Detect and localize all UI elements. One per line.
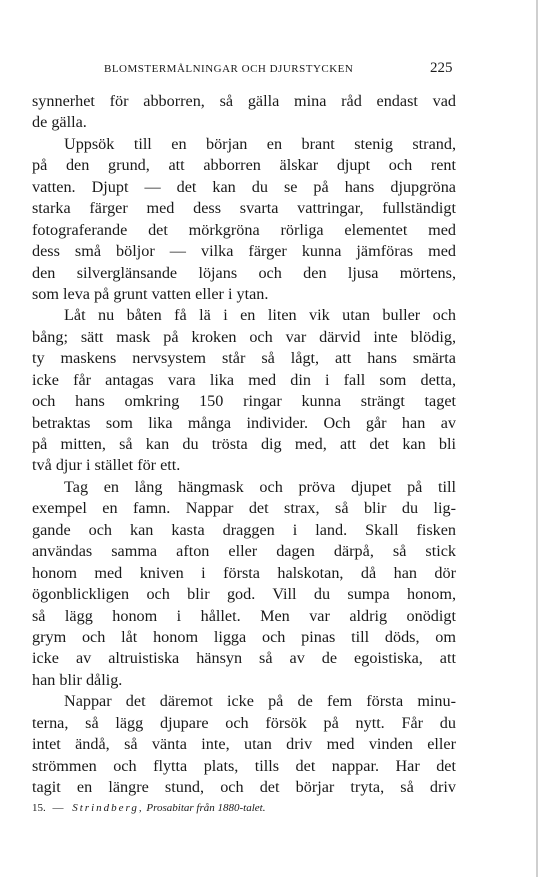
page-number: 225 xyxy=(430,60,453,76)
footer-author: Strindberg, xyxy=(72,802,144,814)
text-line: och hans omkring 150 ringar kunna strängt taget xyxy=(32,392,456,411)
text-line: dess små böljor — vilka färger kunna jämföras med xyxy=(32,242,456,261)
footer-work: Prosabitar från 1880-talet. xyxy=(146,802,266,814)
page-edge xyxy=(536,0,538,877)
text-line: den silverglänsande löjans och den ljusa mörtens, xyxy=(32,263,456,282)
text-line: gande och kan kasta draggen i land. Skall fisken xyxy=(32,520,456,539)
text-line: exempel en famn. Nappar det strax, så blir du lig- xyxy=(32,499,456,518)
text-line: Låt nu båten få lä i en liten vik utan buller och xyxy=(64,306,456,325)
text-line: ögonblickligen och blir god. Vill du sumpa honom, xyxy=(32,585,456,604)
text-line: grym och låt honom ligga och pinas till döds, om xyxy=(32,627,456,646)
text-line: Nappar det däremot icke på de fem första minu- xyxy=(64,692,456,711)
text-line: ty maskens nervsystem står så lågt, att hans smärta xyxy=(32,349,456,368)
running-header xyxy=(0,60,544,80)
signature-dash: — xyxy=(52,802,64,814)
text-line: de gälla. xyxy=(32,113,87,132)
text-line: betraktas som lika många individer. Och går han av xyxy=(32,413,456,432)
text-line: synnerhet för abborren, så gälla mina råd endast vad xyxy=(32,92,456,110)
text-line: två djur i stället för ett. xyxy=(32,456,181,475)
running-title: BLOMSTERMÅLNINGAR OCH DJURSTYCKEN xyxy=(104,63,354,75)
text-line: starka färger med dess svarta vattringar, fullständigt xyxy=(32,199,456,218)
signature-number: 15. xyxy=(32,802,46,814)
text-line: Uppsök till en början en brant stenig strand, xyxy=(64,134,456,153)
text-line: som leva på grunt vatten eller i ytan. xyxy=(32,284,269,303)
text-line: bång; sätt mask på kroken och var därvid inte blödig, xyxy=(32,327,456,346)
text-line: icke får antagas vara lika med din i fall som detta, xyxy=(32,370,456,389)
text-line: han blir dålig. xyxy=(32,670,123,689)
text-line: på mitten, så kan du trösta dig med, att det kan bli xyxy=(32,435,456,453)
body-text xyxy=(32,91,456,798)
text-line: fotograferande det mörkgröna rörliga elementet med xyxy=(32,220,456,239)
text-line: på den grund, att abborren älskar djupt och rent xyxy=(32,156,456,175)
text-line: intet ändå, så vänta inte, utan driv med vinden eller xyxy=(32,735,456,754)
text-line: terna, så lägg djupare och försök på nytt. Får du xyxy=(32,713,456,732)
text-line: icke av altruistiska hänsyn så av de egoistiska, att xyxy=(32,649,456,668)
text-line: tagit en längre stund, och det börjar tryta, så driv xyxy=(32,778,456,796)
text-line: Tag en lång hängmask och pröva djupet på till xyxy=(64,477,456,496)
text-line: vatten. Djupt — det kan du se på hans djupgröna xyxy=(32,177,456,196)
text-line: strömmen och flytta plats, tills det nappar. Har det xyxy=(32,756,456,775)
text-line: användas samma afton eller dagen därpå, så stick xyxy=(32,542,456,561)
text-line: honom med kniven i första halskotan, då han dör xyxy=(32,563,456,582)
signature-footer xyxy=(32,802,265,814)
text-line: så lägg honom i hållet. Men var aldrig onödigt xyxy=(32,606,456,625)
